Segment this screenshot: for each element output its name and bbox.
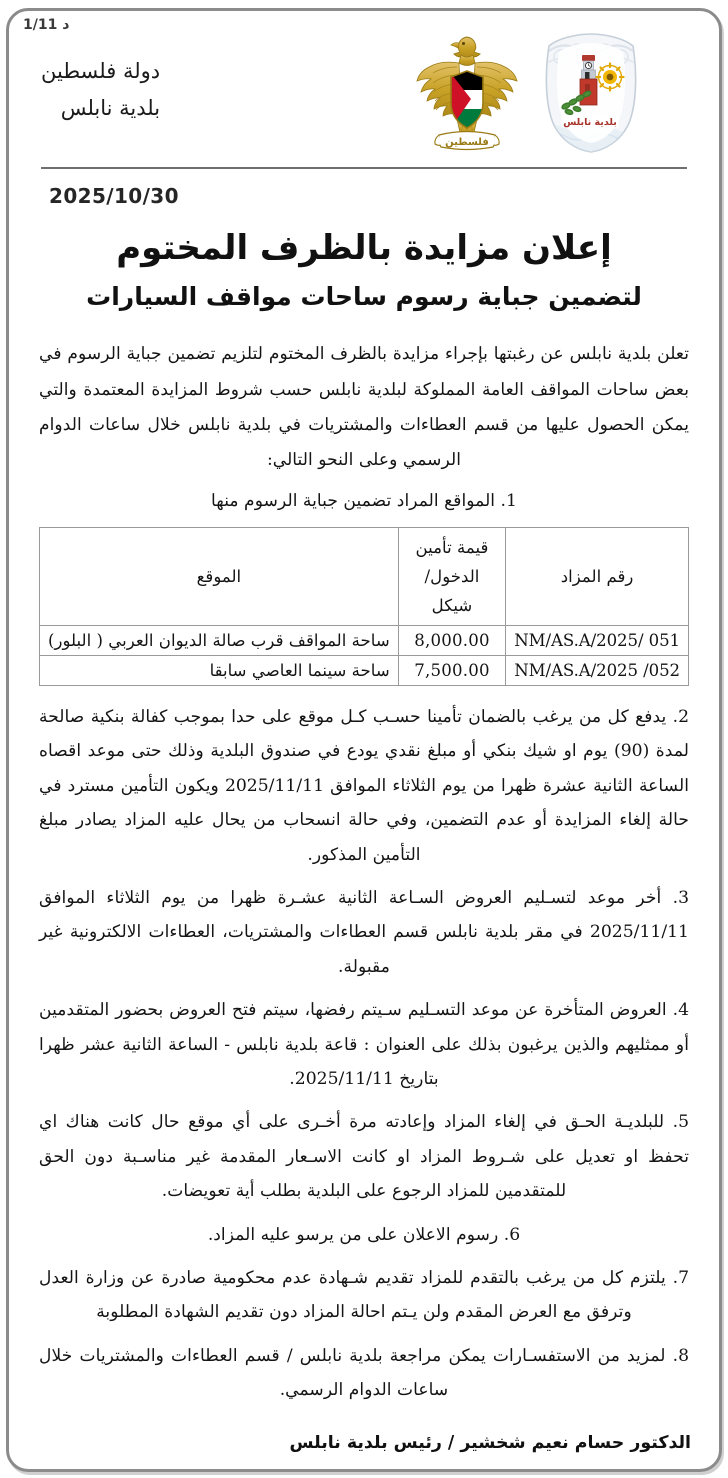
clause-8: 8. لمزيد من الاستفسـارات يمكن مراجعة بلدية نابلس / قسم العطاءات والمشتريات خلال ساعات الدوام الرسمي. (39, 1345, 689, 1401)
cell-ref-no: NM/AS.A/2025 /052 (506, 655, 689, 685)
cell-location: ساحة سينما العاصي سابقا (40, 655, 399, 685)
intro-paragraph: تعلن بلدية نابلس عن رغبتها بإجراء مزايدة بالظرف المختوم لتلزيم تضمين جباية الرسوم في بعض ساحات المواقف العامة المملوكة لبلدية نابلس حسب شروط المزايدة المعتمدة والتي يمكن الحصول عليها من قسم العطاءات والمشتريات في بلدية نابلس خلال ساعات الدوام الرسمي وعلى النحو التالي: (39, 344, 689, 471)
header-deposit (398, 527, 505, 625)
clause-2: 2. يدفع كل من يرغب بالضمان تأمينا حسـب كـل موقع على حدا بموجب كفالة بنكية صالحة لمدة (90) يوم او شيك بنكي أو مبلغ نقدي يودع في صندوق البلدية وذلك حتى موعد اقصاه الساعة الثانية عشرة ظهرا من يوم الثلاثاء الموافق 2025/11/11 ويكون التأمين مسترد في حالة إلغاء المزايدة أو عدم التضمين، وفي حالة انسحاب من يحال عليه المزاد يصادر مبلغ التأمين المذكور. (39, 706, 690, 865)
nablus-municipality-crest-icon (535, 31, 647, 159)
title-block (23, 212, 705, 319)
country-name: دولة فلسطين (41, 59, 161, 83)
header-ref-no: رقم المزاد (506, 527, 689, 625)
svg-text:فلسطين: فلسطين (445, 137, 489, 148)
cell-ref-no: NM/AS.A/2025/ 051 (506, 625, 689, 655)
document-body (23, 319, 705, 1407)
organization-block (41, 31, 166, 127)
document-title: إعلان مزايدة بالظرف المختوم (116, 228, 612, 268)
clause-3: 3. أخر موعد لتسـليم العروض السـاعة الثانية عشـرة ظهرا من يوم الثلاثاء الموافق 2025/11/11 في مقر بلدية نابلس قسم العطاءات والمشتريات، العطاءات الالكترونية غير مقبولة. (39, 887, 689, 977)
date-row (23, 170, 705, 212)
auction-locations-table (39, 527, 689, 686)
cell-deposit: 7,500.00 (398, 655, 505, 685)
emblems-group (413, 31, 687, 163)
header-location: الموقع (40, 527, 399, 625)
table-row (40, 655, 689, 685)
document-subtitle: لتضمين جباية رسوم ساحات مواقف السيارات (86, 281, 642, 311)
clause-4: 4. العروض المتأخرة عن موعد التسـليم سـيتم رفضها، سيتم فتح العروض بحضور المتقدمين أو ممثليهم والذين يرغبون بذلك على العنوان : قاعة بلدية نابلس - الساعة الثانية عشر ظهرا بتاريخ 2025/11/11. (39, 1000, 689, 1090)
table-header-row (40, 527, 689, 625)
signature-block (23, 1417, 705, 1459)
locations-list-lead: 1. المواقع المراد تضمين جباية الرسوم منها (211, 491, 517, 512)
cell-deposit: 8,000.00 (398, 625, 505, 655)
page-marker: 1/11 د (23, 17, 70, 33)
clause-6: 6. رسوم الاعلان على من يرسو عليه المزاد. (207, 1224, 521, 1245)
signatory-name-and-title: الدكتور حسام نعيم شخشير / رئيس بلدية نابلس (289, 1432, 691, 1453)
document-frame (6, 8, 722, 1472)
document-header (23, 17, 705, 163)
clause-5: 5. للبلديـة الحـق في إلغاء المزاد وإعادته مرة أخـرى على أي موقع حال كانت هناك اي تحفظ او تعديل على شـروط المزاد او كانت الاسـعار المقدمة غير مناسـبة دون الحق للمتقدمين للمزاد الرجوع على البلدية بطلب أية تعويضات. (39, 1112, 689, 1202)
table-row (40, 625, 689, 655)
svg-text:بلدية نابلس: بلدية نابلس (563, 117, 617, 128)
document-date: 2025/10/30 (49, 184, 179, 208)
cell-location: ساحة المواقف قرب صالة الديوان العربي ( البلور) (40, 625, 399, 655)
header-divider (41, 167, 687, 170)
header-deposit-line1: قيمة تأمين (415, 537, 489, 557)
municipality-name: بلدية نابلس (60, 95, 161, 120)
header-deposit-line2: الدخول/ شيكل (424, 566, 480, 615)
clause-7: 7. يلتزم كل من يرغب بالتقدم للمزاد تقديم شـهادة عدم محكومية صادرة عن وزارة العدل وترفق مع العرض المقدم ولن يـتم احالة المزاد دون تقديم الشهادة المطلوبة (39, 1268, 689, 1323)
palestine-eagle-emblem-icon (413, 31, 521, 163)
